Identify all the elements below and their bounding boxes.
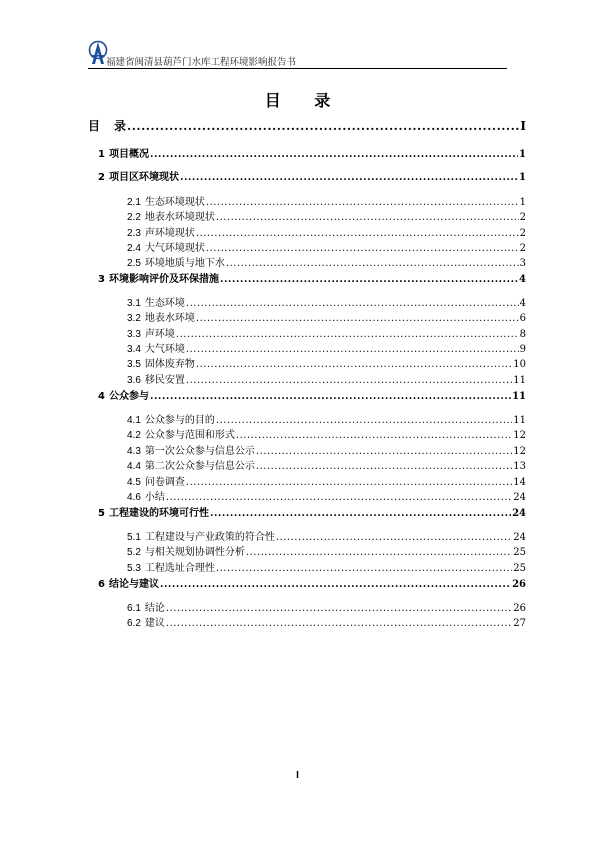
toc-entry-number: 2.1	[127, 197, 141, 208]
toc-entry-number: 4	[98, 391, 105, 402]
toc-entry-number: 5.3	[127, 563, 141, 574]
toc-entry-number: 2.3	[127, 228, 141, 239]
toc-entry-title: 声环境现状	[144, 228, 195, 239]
toc-entry-title: 公众参与范围和形式	[144, 430, 235, 441]
toc-entry-number: 3.1	[127, 298, 141, 309]
toc-entry-number: 4.5	[127, 477, 141, 488]
dot-leader	[127, 119, 519, 133]
toc-entry-title: 工程建设的环境可行性	[108, 508, 209, 519]
dot-leader	[236, 430, 512, 441]
toc-entry-page: 24	[512, 508, 526, 519]
dot-leader	[166, 618, 512, 629]
toc-entry-title: 地表水环境	[144, 313, 195, 324]
toc-entry-title: 与相关规划协调性分析	[144, 547, 245, 558]
toc-entry-title: 工程建设与产业政策的符合性	[144, 532, 275, 543]
dot-leader	[186, 375, 512, 386]
toc-entry-page: 12	[513, 446, 526, 457]
page-number: I	[296, 770, 299, 781]
toc-entry-number: 3.6	[127, 375, 141, 386]
dot-leader	[186, 298, 519, 309]
toc-entry-title: 项目区环境现状	[108, 172, 179, 183]
toc-entry-title: 生态环境	[144, 298, 185, 309]
toc-entry[interactable]	[98, 575, 526, 590]
toc-entry[interactable]	[98, 145, 526, 160]
toc-entry-page: 2	[519, 228, 526, 239]
toc-entry-number: 6.2	[127, 618, 141, 629]
toc-entry-number: 3.4	[127, 344, 141, 355]
toc-entry-number: 2	[98, 172, 105, 183]
dot-leader	[196, 228, 519, 239]
toc-entry-number: 4.6	[127, 492, 141, 503]
toc-entry-number: 3.5	[127, 359, 141, 370]
page-title: 目 录	[264, 91, 345, 110]
toc-entry[interactable]	[98, 168, 526, 183]
toc-entry-title: 固体废弃物	[144, 359, 195, 370]
toc-entry-title: 小结	[144, 492, 165, 503]
dot-leader	[216, 415, 512, 426]
toc-entry-title: 录	[114, 119, 127, 133]
toc-entry-number: 6.1	[127, 603, 141, 614]
dot-leader	[220, 274, 518, 285]
dot-leader	[256, 461, 512, 472]
dot-leader	[276, 532, 512, 543]
toc-entry-title: 环境影响评价及环保措施	[108, 274, 219, 285]
toc-entry[interactable]	[88, 117, 526, 134]
toc-entry[interactable]	[98, 504, 526, 519]
toc-entry-number: 4.3	[127, 446, 141, 457]
toc-entry[interactable]	[127, 340, 526, 355]
toc-entry-page: 25	[513, 547, 526, 558]
toc-entry-number: 2.2	[127, 212, 141, 223]
toc-entry[interactable]	[127, 309, 526, 324]
toc-entry[interactable]	[127, 599, 526, 614]
toc-entry-title: 地表水环境现状	[144, 212, 215, 223]
toc-entry[interactable]	[127, 355, 526, 370]
dot-leader	[196, 313, 519, 324]
toc-entry-page: 1	[519, 172, 526, 183]
toc-entry-title: 声环境	[144, 329, 175, 340]
toc-entry[interactable]	[127, 426, 526, 441]
toc-entry-title: 环境地质与地下水	[144, 258, 225, 269]
toc-entry-page: 9	[519, 344, 526, 355]
dot-leader	[206, 197, 519, 208]
toc-entry-number: 2.4	[127, 243, 141, 254]
dot-leader	[180, 172, 518, 183]
toc-entry-number: 1	[98, 149, 105, 160]
toc-entry-page: 24	[513, 492, 526, 503]
toc-entry-title: 问卷调查	[144, 477, 185, 488]
toc-entry-page: 25	[513, 563, 526, 574]
dot-leader	[246, 547, 512, 558]
toc-entry[interactable]	[127, 224, 526, 239]
toc-entry[interactable]	[127, 528, 526, 543]
toc-entry-page: 10	[513, 359, 526, 370]
toc-entry-page: 4	[519, 274, 526, 285]
dot-leader	[256, 446, 512, 457]
toc-entry-number: 5	[98, 508, 105, 519]
toc-entry-title: 公众参与的目的	[144, 415, 215, 426]
toc-entry-title: 项目概况	[108, 149, 149, 160]
toc-entry-title: 生态环境现状	[144, 197, 205, 208]
dot-leader	[206, 243, 519, 254]
toc-entry-page: 2	[519, 243, 526, 254]
dot-leader	[196, 359, 512, 370]
toc-entry-page: 27	[513, 618, 526, 629]
toc-entry[interactable]	[127, 411, 526, 426]
toc-entry[interactable]	[127, 442, 526, 457]
toc-entry[interactable]	[127, 559, 526, 574]
toc-entry-number: 4.2	[127, 430, 141, 441]
toc-entry-page: 1	[519, 197, 526, 208]
toc-entry-number: 3.2	[127, 313, 141, 324]
toc-entry[interactable]	[127, 254, 526, 269]
dot-leader	[150, 149, 518, 160]
tower-logo-icon	[88, 40, 108, 66]
toc-entry-title: 建议	[144, 618, 165, 629]
toc-entry-title: 大气环境现状	[144, 243, 205, 254]
dot-leader	[216, 563, 512, 574]
dot-leader	[186, 344, 519, 355]
toc-entry-title: 结论与建议	[108, 579, 159, 590]
toc-entry-page: 8	[519, 329, 526, 340]
toc-entry[interactable]	[127, 543, 526, 558]
toc-entry-number: 2.5	[127, 258, 141, 269]
toc-entry-number: 3	[98, 274, 105, 285]
toc-entry[interactable]	[127, 457, 526, 472]
toc-entry-number: 5.1	[127, 532, 141, 543]
toc-entry-number: 5.2	[127, 547, 141, 558]
dot-leader	[210, 508, 511, 519]
dot-leader	[176, 329, 519, 340]
toc-entry-number: 3.3	[127, 329, 141, 340]
toc-entry[interactable]	[127, 294, 526, 309]
toc-entry[interactable]	[127, 208, 526, 223]
toc-entry-title: 工程选址合理性	[144, 563, 215, 574]
toc-entry-page: 11	[513, 415, 526, 426]
toc-entry-page: 4	[519, 298, 526, 309]
toc-entry-page: 24	[513, 532, 526, 543]
toc-entry[interactable]	[98, 270, 526, 285]
toc-entry-title: 大气环境	[144, 344, 185, 355]
toc-entry[interactable]	[127, 488, 526, 503]
page-header	[88, 40, 507, 69]
toc-entry[interactable]	[127, 473, 526, 488]
toc-entry-page: 6	[519, 313, 526, 324]
toc-entry-number: 目	[88, 119, 111, 133]
toc-entry-page: 12	[513, 430, 526, 441]
dot-leader	[150, 391, 511, 402]
toc-entry[interactable]	[127, 614, 526, 629]
dot-leader	[216, 212, 519, 223]
toc-entry-page: 11	[512, 391, 526, 402]
toc-entry-title: 第二次公众参与信息公示	[144, 461, 255, 472]
toc-entry-title: 移民安置	[144, 375, 185, 386]
toc-entry[interactable]	[127, 193, 526, 208]
toc-entry-page: 13	[513, 461, 526, 472]
toc-entry-page: 3	[519, 258, 526, 269]
toc-entry-page: I	[520, 119, 526, 133]
toc-entry-number: 4.4	[127, 461, 141, 472]
toc-entry-title: 结论	[144, 603, 165, 614]
toc-entry-page: 26	[513, 603, 526, 614]
header-title: 福建省闽清县葫芦门水库工程环境影响报告书	[106, 57, 297, 68]
toc-entry-title: 公众参与	[108, 391, 149, 402]
toc-entry-page: 1	[519, 149, 526, 160]
toc-entry-title: 第一次公众参与信息公示	[144, 446, 255, 457]
dot-leader	[186, 477, 512, 488]
toc-entry[interactable]	[98, 387, 526, 402]
toc-entry[interactable]	[127, 325, 526, 340]
toc-entry-page: 26	[512, 579, 526, 590]
toc-entry-page: 14	[513, 477, 526, 488]
toc-entry-page: 2	[519, 212, 526, 223]
dot-leader	[160, 579, 511, 590]
toc-entry-number: 6	[98, 579, 105, 590]
dot-leader	[226, 258, 519, 269]
toc-entry-page: 11	[513, 375, 526, 386]
toc-entry[interactable]	[127, 239, 526, 254]
toc-entry[interactable]	[127, 371, 526, 386]
toc-entry-number: 4.1	[127, 415, 141, 426]
dot-leader	[166, 492, 512, 503]
dot-leader	[166, 603, 512, 614]
